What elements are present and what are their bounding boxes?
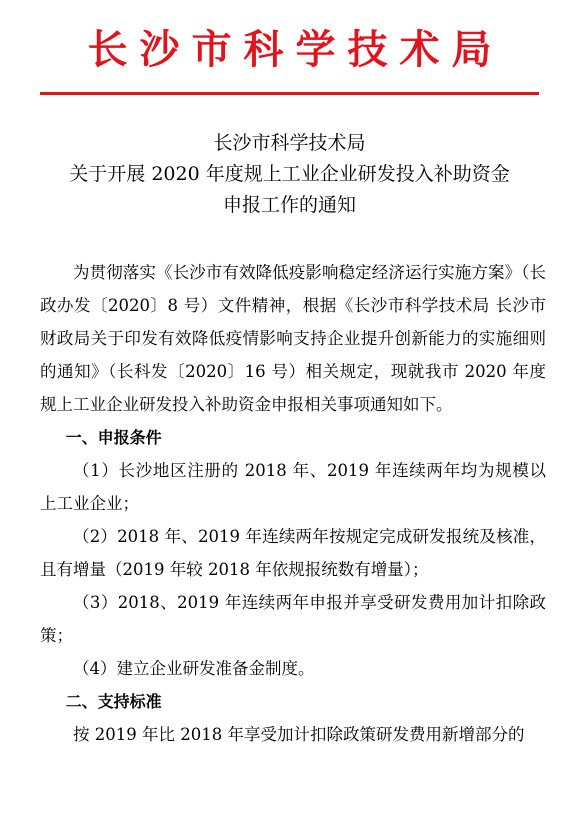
condition-item-4: （4）建立企业研发准备金制度。 <box>73 659 315 678</box>
condition-item-3: （3）2018、2019 年连续两年申报并享受研发费用加计扣除政策； <box>40 593 546 645</box>
section-1-heading: 一、申报条件 <box>65 428 162 447</box>
notice-body <box>40 256 546 751</box>
section-2-heading: 二、支持标准 <box>65 692 162 711</box>
title-line-3: 申报工作的通知 <box>222 194 356 216</box>
red-rule-divider <box>40 92 539 95</box>
notice-title <box>0 128 579 221</box>
title-line-1: 长沙市科学技术局 <box>213 132 366 154</box>
red-masthead: 长沙市科学技术局 <box>87 27 504 73</box>
support-standard-paragraph: 按 2019 年比 2018 年享受加计扣除政策研发费用新增部分的 <box>73 725 525 744</box>
title-line-2: 关于开展 2020 年度规上工业企业研发投入补助资金 <box>69 163 510 185</box>
condition-item-1: （1）长沙地区注册的 2018 年、2019 年连续两年均为规模以上工业企业； <box>40 461 546 513</box>
intro-paragraph: 为贯彻落实《长沙市有效降低疫影响稳定经济运行实施方案》（长政办发〔2020〕8 号）文件精神，根据《长沙市科学技术局 长沙市财政局关于印发有效降低疫情影响支持企业提升创新能力的实施细则的通知》（长科发〔2020〕16 号）相关规定，现就我市 2020 年度规上工业企业研发投入补助资金申报相关事项通知如下。 <box>40 263 546 414</box>
condition-item-2: （2）2018 年、2019 年连续两年按规定完成研发报统及核准，且有增量（2019 年较 2018 年依规报统数有增量）； <box>40 527 546 579</box>
